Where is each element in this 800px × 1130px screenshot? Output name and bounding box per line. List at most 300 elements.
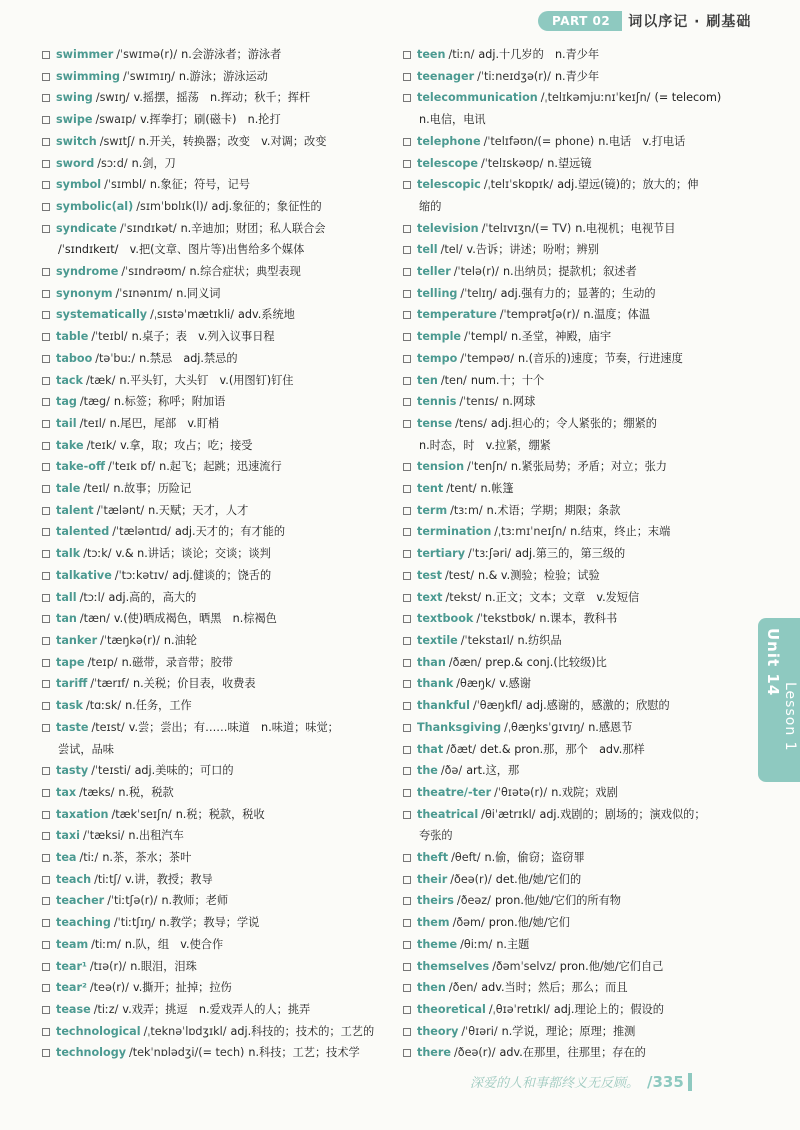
vocab-phonetic: /sɪmˈbɒlɪk(l)/ (136, 199, 208, 213)
checkbox-icon[interactable] (42, 659, 50, 667)
vocab-word: sword (56, 156, 95, 170)
vocab-entry (42, 500, 382, 522)
vocab-definition: n.电话 v.打电话 (598, 134, 686, 148)
vocab-definition: n.电视机；电视节目 (575, 221, 676, 235)
checkbox-icon[interactable] (403, 246, 411, 254)
checkbox-icon[interactable] (403, 854, 411, 862)
vocab-entry (42, 218, 382, 240)
vocab-definition: v.戏弄；挑逗 n.爱戏弄人的人；挑弄 (122, 1002, 311, 1016)
vocab-entry (403, 652, 743, 674)
vocab-entry (42, 435, 382, 457)
vocab-entry (42, 869, 382, 891)
vocab-definition: n.税，税款 (118, 785, 174, 799)
checkbox-icon[interactable] (403, 637, 411, 645)
vocab-definition: n.起飞；起跳；迅速流行 (159, 460, 282, 474)
vocab-entry (42, 478, 382, 500)
vocab-definition: n.天赋；天才，人才 (148, 503, 249, 517)
vocab-entry (42, 153, 382, 175)
checkbox-icon[interactable] (403, 594, 411, 602)
vocab-definition: n.平头钉，大头钉 v.(用图钉)钉住 (119, 373, 294, 387)
vocab-phonetic: /tækˈseɪʃn/ (111, 807, 172, 821)
vocab-definition: v.撕开；扯掉；拉伤 (132, 981, 232, 995)
vocab-word: switch (56, 134, 97, 148)
vocab-definition: n.故事；历险记 (113, 482, 192, 496)
vocab-word: theirs (417, 894, 454, 908)
checkbox-icon[interactable] (403, 789, 411, 797)
vocab-definition: adj.象征的；象征性的 (211, 199, 322, 213)
vocab-phonetic: /tiːz/ (93, 1002, 119, 1016)
vocab-entry (42, 370, 382, 392)
vocab-phonetic: /ˈθæŋkfl/ (472, 699, 522, 713)
vocab-entry (42, 304, 382, 326)
checkbox-icon[interactable] (42, 377, 50, 385)
checkbox-icon[interactable] (42, 181, 50, 189)
checkbox-icon[interactable] (403, 746, 411, 754)
vocab-word: taxation (56, 807, 109, 821)
checkbox-icon[interactable] (403, 51, 411, 59)
checkbox-icon[interactable] (403, 876, 411, 884)
vocab-entry (42, 456, 382, 478)
vocab-word: take (56, 438, 84, 452)
vocab-definition: adj.科技的；技术的；工艺的 (230, 1024, 375, 1038)
checkbox-icon[interactable] (42, 789, 50, 797)
vocab-phonetic: /ðeə(r)/ (454, 1046, 496, 1060)
checkbox-icon[interactable] (42, 73, 50, 81)
vocab-word: tension (417, 460, 465, 474)
checkbox-icon[interactable] (403, 268, 411, 276)
vocab-phonetic: /ˈtelɪskəʊp/ (480, 156, 544, 170)
vocab-word: term (417, 503, 448, 517)
vocab-entry (403, 543, 743, 565)
vocab-entry (42, 1042, 382, 1064)
vocab-definition: n.出纳员；提款机；叙述者 (502, 265, 637, 279)
checkbox-icon[interactable] (403, 659, 411, 667)
vocab-entry (42, 87, 382, 109)
vocab-entry (42, 326, 382, 348)
vocab-word: the (417, 764, 438, 778)
vocab-word: tall (56, 590, 77, 604)
checkbox-icon[interactable] (42, 572, 50, 580)
vocab-word: tense (417, 416, 453, 430)
checkbox-icon[interactable] (42, 290, 50, 298)
vocab-entry (42, 977, 382, 999)
vocab-phonetic: /sɔːd/ (97, 156, 128, 170)
vocab-phonetic: /ˈtekstbʊk/ (476, 612, 536, 626)
checkbox-icon[interactable] (42, 767, 50, 775)
checkbox-icon[interactable] (403, 398, 411, 406)
checkbox-icon[interactable] (403, 724, 411, 732)
vocab-phonetic: /ˈtelɪŋ/ (460, 286, 497, 300)
vocab-phonetic: /ˌsɪstəˈmætɪkli/ (150, 308, 234, 322)
vocab-entry (403, 239, 743, 261)
checkbox-icon[interactable] (403, 181, 411, 189)
vocab-entry (42, 804, 382, 826)
vocab-phonetic: /ˈswɪmə(r)/ (116, 48, 178, 61)
vocab-entry (42, 673, 382, 695)
vocab-entry (42, 391, 382, 413)
checkbox-icon[interactable] (403, 702, 411, 710)
checkbox-icon[interactable] (42, 1028, 50, 1036)
vocab-entry (42, 174, 382, 196)
vocab-phonetic: /ˈtiːneɪdʒə(r)/ (477, 69, 551, 83)
vocab-phonetic: /ˈtekstaɪl/ (460, 633, 514, 647)
vocab-entry (42, 283, 382, 305)
vocab-entry (42, 44, 382, 66)
page-number: /335 (647, 1072, 684, 1091)
checkbox-icon[interactable] (403, 160, 411, 168)
vocab-definition: v.尝；尝出；有……味道 n.味道；味觉； (128, 720, 339, 734)
vocab-entry (403, 717, 743, 739)
vocab-word: tale (56, 482, 81, 496)
vocab-word: tariff (56, 677, 88, 691)
vocab-phonetic: /test/ (444, 568, 474, 582)
vocab-phonetic: /tæg/ (79, 395, 110, 409)
vocab-definition: adv.系统地 (238, 308, 295, 322)
vocab-definition: n.象征；符号，记号 (149, 178, 251, 192)
vocab-phonetic: /ˈteɪsti/ (91, 764, 131, 778)
vocab-word: tasty (56, 764, 89, 778)
checkbox-icon[interactable] (42, 268, 50, 276)
vocab-phonetic: /ˈswɪmɪŋ/ (122, 69, 175, 83)
vocab-definition: adj.担心的；令人紧张的；绷紧的 (490, 416, 657, 430)
vocab-word: tennis (417, 395, 457, 409)
checkbox-icon[interactable] (403, 333, 411, 341)
vocab-word: swimmer (56, 48, 114, 61)
checkbox-icon[interactable] (42, 615, 50, 623)
vocab-entry (403, 283, 743, 305)
checkbox-icon[interactable] (403, 615, 411, 623)
vocab-entry (403, 521, 743, 543)
checkbox-icon[interactable] (403, 355, 411, 363)
vocab-word: thank (417, 677, 454, 691)
checkbox-icon[interactable] (42, 702, 50, 710)
vocab-entry (42, 630, 382, 652)
vocab-definition: n.纺织品 (517, 633, 562, 647)
vocab-definition: adj.天才的；有才能的 (174, 525, 286, 539)
vocab-phonetic: /ˌtelɪkəmjuːnɪˈkeɪʃn/ (540, 91, 651, 105)
vocab-word: table (56, 330, 89, 344)
vocab-phonetic: /ˈtenɪs/ (459, 395, 499, 409)
vocab-word: syndrome (56, 265, 119, 279)
vocab-phonetic: /ˈtelɪfəʊn/(= phone) (483, 134, 595, 148)
checkbox-icon[interactable] (42, 138, 50, 146)
vocab-definition: n.同义词 (176, 286, 221, 300)
checkbox-icon[interactable] (42, 854, 50, 862)
vocab-entry (403, 131, 743, 153)
vocab-word: swimming (56, 69, 120, 83)
vocab-definition: n.望远镜 (547, 156, 592, 170)
vocab-word: talented (56, 525, 110, 539)
vocab-phonetic: /θæŋk/ (456, 677, 496, 691)
vocab-word: telecommunication (417, 91, 538, 105)
vocab-phonetic: /teɪk/ (86, 438, 117, 452)
vocab-definition: n.科技；工艺；技术学 (248, 1046, 360, 1060)
checkbox-icon[interactable] (403, 941, 411, 949)
vocab-word: teller (417, 265, 451, 279)
vocab-phonetic: /tɔːk/ (83, 547, 112, 561)
vocab-word: team (56, 937, 89, 951)
vocab-phonetic: /ˈtælənt/ (96, 503, 145, 517)
vocab-word: theoretical (417, 1002, 486, 1016)
checkbox-icon[interactable] (403, 420, 411, 428)
vocab-word: symbol (56, 178, 102, 192)
vocab-phonetic: /tiːm/ (91, 937, 121, 951)
vocab-phonetic: /tæn/ (79, 612, 110, 626)
vocab-word: telescopic (417, 178, 481, 192)
vocab-entry (403, 760, 743, 782)
checkbox-icon[interactable] (42, 811, 50, 819)
checkbox-icon[interactable] (403, 138, 411, 146)
vocab-phonetic: /tɑːsk/ (86, 699, 122, 713)
vocab-entry (403, 1042, 743, 1064)
vocab-definition: n.税；税款，税收 (175, 807, 265, 821)
vocab-entry (403, 326, 743, 348)
vocab-word: teaching (56, 916, 111, 930)
vocab-word: text (417, 590, 443, 604)
vocab-phonetic: /ˈtɔːkətɪv/ (114, 568, 169, 582)
checkbox-icon[interactable] (42, 203, 50, 211)
vocab-entry (42, 1021, 382, 1043)
checkbox-icon[interactable] (42, 160, 50, 168)
vocab-definition: n.教学；教导；学说 (159, 916, 260, 930)
checkbox-icon[interactable] (42, 594, 50, 602)
vocab-definition: n.& v.测验；检验；试验 (477, 568, 600, 582)
vocab-definition: adj.高的，高大的 (108, 590, 197, 604)
vocab-definition: adj.第三的，第三级的 (515, 547, 626, 561)
vocab-entry (403, 912, 743, 934)
vocab-definition: n.温度；体温 (583, 308, 651, 322)
vocab-phonetic: /swɪtʃ/ (99, 134, 135, 148)
vocab-phonetic: /ˈtempəʊ/ (460, 351, 514, 365)
vocab-definition: n.出租汽车 (128, 829, 184, 843)
vocab-phonetic: /tekˈnɒlədʒi/(= tech) (129, 1046, 245, 1060)
vocab-phonetic: /tɪə(r)/ (89, 959, 127, 973)
vocab-definition: adj.望远(镜)的；放大的；伸 (557, 178, 699, 192)
vocab-definition: n.正文；文本；文章 v.发短信 (485, 590, 640, 604)
vocab-word: technological (56, 1024, 141, 1038)
checkbox-icon[interactable] (42, 507, 50, 515)
checkbox-icon[interactable] (403, 463, 411, 471)
vocab-definition-continued: /ˈsɪndɪkeɪt/ v.把(文章、图片等)出售给多个媒体 (58, 243, 305, 257)
vocab-phonetic: /tiːtʃ/ (94, 872, 122, 886)
vocab-entry (403, 348, 743, 370)
checkbox-icon[interactable] (403, 377, 411, 385)
part-badge: PART 02 (538, 11, 622, 31)
checkbox-icon[interactable] (42, 442, 50, 450)
checkbox-icon[interactable] (42, 680, 50, 688)
checkbox-icon[interactable] (403, 311, 411, 319)
checkbox-icon[interactable] (403, 485, 411, 493)
vocab-word: termination (417, 525, 492, 539)
checkbox-icon[interactable] (403, 528, 411, 536)
checkbox-icon[interactable] (42, 876, 50, 884)
checkbox-icon[interactable] (42, 724, 50, 732)
checkbox-icon[interactable] (42, 355, 50, 363)
vocab-phonetic: /ˈtenʃn/ (467, 460, 507, 474)
vocab-phonetic: /ˈsɪnənɪm/ (115, 286, 173, 300)
checkbox-icon[interactable] (42, 941, 50, 949)
checkbox-icon[interactable] (403, 1049, 411, 1057)
checkbox-icon[interactable] (403, 1028, 411, 1036)
vocab-word: than (417, 655, 446, 669)
vocab-word: tan (56, 612, 77, 626)
vocab-definition: n.关税；价目表，收费表 (133, 677, 256, 691)
checkbox-icon[interactable] (403, 73, 411, 81)
checkbox-icon[interactable] (42, 420, 50, 428)
checkbox-icon[interactable] (403, 1006, 411, 1014)
checkbox-icon[interactable] (403, 984, 411, 992)
vocab-word: syndicate (56, 221, 117, 235)
vocab-word: temple (417, 330, 462, 344)
checkbox-icon[interactable] (403, 767, 411, 775)
vocab-definition: n.术语；学期；期限；条款 (486, 503, 621, 517)
checkbox-icon[interactable] (42, 984, 50, 992)
checkbox-icon[interactable] (42, 897, 50, 905)
vocab-entry (42, 587, 382, 609)
checkbox-icon[interactable] (403, 225, 411, 233)
vocab-phonetic: /ten/ (440, 373, 467, 387)
vocab-definition: n.油轮 (163, 633, 197, 647)
checkbox-icon[interactable] (42, 333, 50, 341)
vocab-definition: n.禁忌 adj.禁忌的 (139, 351, 238, 365)
checkbox-icon[interactable] (403, 680, 411, 688)
vocab-definition: n.戏院；戏剧 (551, 785, 618, 799)
vocab-entry (42, 717, 382, 739)
vocab-phonetic: /ˈθɪətə(r)/ (494, 785, 548, 799)
vocab-definition: n.教师；老师 (161, 894, 229, 908)
vocab-phonetic: /ˌtɜːmɪˈneɪʃn/ (494, 525, 567, 539)
checkbox-icon[interactable] (42, 637, 50, 645)
checkbox-icon[interactable] (42, 485, 50, 493)
checkbox-icon[interactable] (403, 94, 411, 102)
vocab-word: synonym (56, 286, 113, 300)
vocab-word: ten (417, 373, 438, 387)
vocab-entry (42, 760, 382, 782)
vocab-definition-continued: n.电信，电讯 (419, 113, 486, 127)
checkbox-icon[interactable] (42, 398, 50, 406)
vocab-definition: adj.十几岁的 n.青少年 (478, 48, 600, 61)
vocab-word: taste (56, 720, 89, 734)
vocab-entry (42, 782, 382, 804)
vocab-definition-continued: 缩的 (419, 199, 442, 213)
checkbox-icon[interactable] (42, 919, 50, 927)
vocab-phonetic: /ˈtiːtʃɪŋ/ (113, 916, 156, 930)
checkbox-icon[interactable] (42, 116, 50, 124)
checkbox-icon[interactable] (42, 550, 50, 558)
vocab-word: tear² (56, 981, 87, 995)
checkbox-icon[interactable] (42, 528, 50, 536)
checkbox-icon[interactable] (403, 919, 411, 927)
vocab-word: temperature (417, 308, 497, 322)
checkbox-icon[interactable] (403, 811, 411, 819)
vocab-definition-continued: 夸张的 (419, 829, 453, 843)
checkbox-icon[interactable] (403, 507, 411, 515)
vocab-entry (42, 934, 382, 956)
vocab-phonetic: /ˌteknəˈlɒdʒɪkl/ (143, 1024, 227, 1038)
vocab-definition: v.& n.讲话；谈论；交谈；谈判 (115, 547, 271, 561)
vocab-phonetic: /ˈtelɪvɪʒn/(= TV) (481, 221, 572, 235)
vocab-word: tertiary (417, 547, 465, 561)
vocab-entry (403, 456, 743, 478)
checkbox-icon[interactable] (42, 1049, 50, 1057)
vocab-entry (403, 608, 743, 630)
vocab-definition: n.学说，理论；原理；推测 (501, 1024, 636, 1038)
vocab-definition: n.紧张局势；矛盾；对立；张力 (510, 460, 667, 474)
vocab-entry (403, 44, 743, 66)
vocab-word: take-off (56, 460, 106, 474)
vocab-phonetic: /swaɪp/ (95, 113, 137, 127)
vocab-definition: v.拿，取；攻占；吃；接受 (120, 438, 253, 452)
vocab-definition: det.他/她/它们的 (495, 872, 582, 886)
vocab-definition: adj.感谢的，感激的；欣慰的 (526, 699, 670, 713)
checkbox-icon[interactable] (403, 290, 411, 298)
vocab-phonetic: /teɪl/ (79, 416, 106, 430)
vocab-phonetic: /teɪl/ (83, 482, 110, 496)
vocab-definition: v.讲，教授；教导 (125, 872, 213, 886)
vocab-phonetic: /teə(r)/ (89, 981, 129, 995)
vocab-word: task (56, 699, 83, 713)
vocab-phonetic: /ˈtɜːʃəri/ (468, 547, 512, 561)
checkbox-icon[interactable] (42, 832, 50, 840)
vocab-word: teacher (56, 894, 105, 908)
vocab-entry (403, 413, 743, 435)
checkbox-icon[interactable] (403, 897, 411, 905)
vocab-phonetic: /ˈteɪk ɒf/ (108, 460, 156, 474)
checkbox-icon[interactable] (42, 225, 50, 233)
vocab-definition: v.告诉；讲述；吩咐；辨别 (466, 243, 599, 257)
checkbox-icon[interactable] (42, 463, 50, 471)
page-header (538, 10, 751, 32)
vocab-word: tanker (56, 633, 98, 647)
vocab-definition: n.帐篷 (480, 482, 514, 496)
checkbox-icon[interactable] (403, 572, 411, 580)
checkbox-icon[interactable] (42, 311, 50, 319)
vocab-word: tent (417, 482, 444, 496)
vocab-word: talkative (56, 568, 112, 582)
vocab-word: swing (56, 91, 93, 105)
vocab-phonetic: /təˈbuː/ (95, 351, 136, 365)
vocab-entry (403, 804, 743, 826)
vocab-definition: n.标签；称呼；附加语 (113, 395, 226, 409)
checkbox-icon[interactable] (403, 963, 411, 971)
checkbox-icon[interactable] (403, 550, 411, 558)
checkbox-icon[interactable] (42, 94, 50, 102)
vocab-phonetic: /ˈtærɪf/ (90, 677, 129, 691)
vocab-word: swipe (56, 113, 93, 127)
vocab-entry (403, 630, 743, 652)
vocab-entry (42, 608, 382, 630)
vocab-definition: n.茶，茶水；茶叶 (102, 851, 192, 865)
vocab-entry (403, 673, 743, 695)
vocab-entry (42, 196, 382, 218)
vocab-word: them (417, 916, 450, 930)
vocab-definition: n.青少年 (554, 69, 600, 83)
vocab-definition: n.磁带，录音带；胶带 (121, 655, 233, 669)
vocab-word: taxi (56, 829, 80, 843)
vocab-word: tempo (417, 351, 458, 365)
vocab-definition: pron.他/她/它们自己 (559, 959, 664, 973)
vocab-phonetic: /tel/ (440, 243, 463, 257)
vocab-definition: n.会游泳者；游泳者 (181, 48, 282, 61)
checkbox-icon[interactable] (42, 51, 50, 59)
page-number-bar (688, 1073, 692, 1091)
checkbox-icon[interactable] (42, 1006, 50, 1014)
checkbox-icon[interactable] (42, 963, 50, 971)
vocab-phonetic: /ˈtæləntɪd/ (112, 525, 171, 539)
vocab-entry (42, 825, 382, 847)
vocab-entry (403, 934, 743, 956)
vocab-word: tell (417, 243, 438, 257)
